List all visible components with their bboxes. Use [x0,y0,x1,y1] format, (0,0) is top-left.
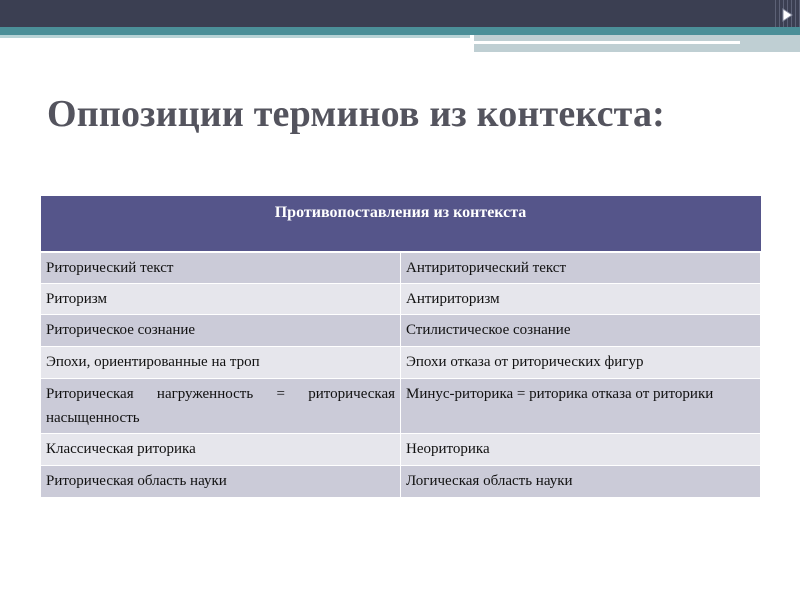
cell-right: Эпохи отказа от риторических фигур [401,347,761,379]
cell-left: Риторизм [41,284,401,315]
cell-left: Классическая риторика [41,434,401,466]
table-row [41,252,761,284]
cell-left: Риторическая область науки [41,466,401,498]
slide-title: Оппозиции терминов из контекста: [47,93,666,135]
table-row [41,466,761,498]
cell-right: Неориторика [401,434,761,466]
top-accent-bar [0,27,800,35]
cell-left: Риторическое сознание [41,315,401,347]
cell-left: Риторическая нагруженность = риторическая насыщенность [41,379,401,434]
table-row [41,315,761,347]
cell-right: Антириторический текст [401,252,761,284]
table-header: Противопоставления из контекста [41,196,761,252]
top-decor-bar [0,0,800,27]
cell-right: Логическая область науки [401,466,761,498]
cell-right: Минус-риторика = риторика отказа от риторики [401,379,761,434]
cell-right: Стилистическое сознание [401,315,761,347]
cell-right: Антириторизм [401,284,761,315]
table-row [41,379,761,434]
top-light-line [0,35,470,38]
opposition-table [40,196,761,498]
cell-left: Эпохи, ориентированные на троп [41,347,401,379]
table-row [41,434,761,466]
top-right-line [474,41,740,44]
table-row [41,347,761,379]
table-header-row [41,196,761,252]
cell-left: Риторический текст [41,252,401,284]
table-row [41,284,761,315]
triangle-arrow-icon [774,0,800,30]
